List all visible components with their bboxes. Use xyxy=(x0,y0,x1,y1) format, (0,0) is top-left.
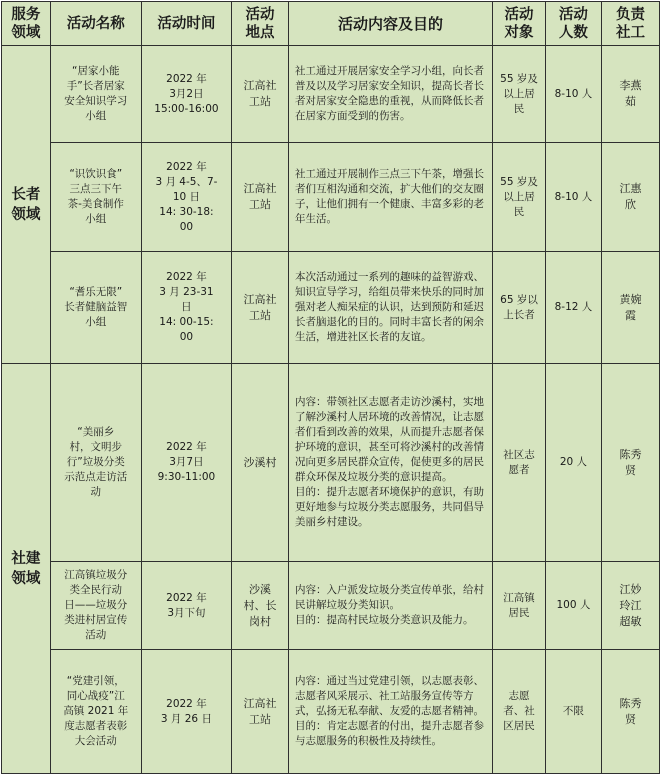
activity-name-cell: “美丽乡 村，文明步 行”垃圾分类 示范点走访活 动 xyxy=(50,364,141,562)
table-row xyxy=(2,46,660,143)
activity-target-cell: 55 岁及 以上居 民 xyxy=(493,46,546,143)
activity-place-cell: 江高社 工站 xyxy=(232,252,289,364)
activity-place-cell: 江高社 工站 xyxy=(232,650,289,774)
activity-time-cell: 2022 年 3 月 4-5、7- 10 日 14: 30-18: 00 xyxy=(141,143,231,252)
table-row xyxy=(2,143,660,252)
activity-name-cell: 江高镇垃圾分 类全民行动 日——垃圾分 类进村居宣传 活动 xyxy=(50,562,141,650)
activity-time-cell: 2022 年 3月7日 9:30-11:00 xyxy=(141,364,231,562)
activity-time-cell: 2022 年 3 月 26 日 xyxy=(141,650,231,774)
activity-name-cell: “党建引领， 同心战疫”江 高镇 2021 年 度志愿者表彰 大会活动 xyxy=(50,650,141,774)
header-name: 活动名称 xyxy=(50,2,141,46)
activity-place-cell: 沙溪 村、长 岗村 xyxy=(232,562,289,650)
activity-count-cell: 100 人 xyxy=(545,562,601,650)
activity-target-cell: 江高镇 居民 xyxy=(493,562,546,650)
activity-content-cell: 内容：入户派发垃圾分类宣传单张，给村民讲解垃圾分类知识。 目的：提高村民垃圾分类意识及能力。 xyxy=(288,562,492,650)
activity-staff-cell: 李燕 茹 xyxy=(601,46,659,143)
activity-target-cell: 65 岁以 上长者 xyxy=(493,252,546,364)
activity-name-cell: “耆乐无限” 长者健脑益智 小组 xyxy=(50,252,141,364)
header-time: 活动时间 xyxy=(141,2,231,46)
activity-count-cell: 20 人 xyxy=(545,364,601,562)
activity-content-cell: 本次活动通过一系列的趣味的益智游戏、知识宣导学习，给组员带来快乐的同时加强对老人痴呆症的认识，达到预防和延迟长者脑退化的目的。同时丰富长者的闲余生活，增进社区长者的友谊。 xyxy=(288,252,492,364)
service-area-cell: 社建 领域 xyxy=(2,364,51,774)
activity-content-cell: 社工通过开展居家安全学习小组，向长者普及以及学习居家安全知识，提高长者长者对居家安全隐患的重视，从而降低长者在居家方面受到的伤害。 xyxy=(288,46,492,143)
activity-staff-cell: 陈秀 贤 xyxy=(601,364,659,562)
table-row xyxy=(2,562,660,650)
activity-time-cell: 2022 年 3月2日 15:00-16:00 xyxy=(141,46,231,143)
table-row xyxy=(2,364,660,562)
activity-content-cell: 内容：通过当过党建引领，以志愿表彰、志愿者风采展示、社工站服务宣传等方式，弘扬无私奉献、友爱的志愿者精神。 目的：肯定志愿者的付出，提升志愿者参与志愿服务的积极性及持续性。 xyxy=(288,650,492,774)
activity-target-cell: 社区志 愿者 xyxy=(493,364,546,562)
activity-staff-cell: 江惠 欣 xyxy=(601,143,659,252)
activity-target-cell: 志愿 者、社 区居民 xyxy=(493,650,546,774)
activity-count-cell: 8-10 人 xyxy=(545,143,601,252)
header-place: 活动 地点 xyxy=(232,2,289,46)
activity-target-cell: 55 岁及 以上居 民 xyxy=(493,143,546,252)
activity-place-cell: 江高社 工站 xyxy=(232,46,289,143)
header-content: 活动内容及目的 xyxy=(288,2,492,46)
activity-count-cell: 8-10 人 xyxy=(545,46,601,143)
table-row xyxy=(2,252,660,364)
header-count: 活动 人数 xyxy=(545,2,601,46)
activity-content-cell: 社工通过开展制作三点三下午茶，增强长者们互相沟通和交流，扩大他们的交友圈子，让他们拥有一个健康、丰富多彩的老年生活。 xyxy=(288,143,492,252)
header-area: 服务 领域 xyxy=(2,2,51,46)
table-row xyxy=(2,650,660,774)
activity-name-cell: “居家小能 手”长者居家 安全知识学习 小组 xyxy=(50,46,141,143)
activity-count-cell: 不限 xyxy=(545,650,601,774)
activity-place-cell: 沙溪村 xyxy=(232,364,289,562)
activity-name-cell: “识饮识食” 三点三下午 茶-美食制作 小组 xyxy=(50,143,141,252)
header-staff: 负责 社工 xyxy=(601,2,659,46)
header-target: 活动 对象 xyxy=(493,2,546,46)
activity-plan-table xyxy=(1,1,660,774)
activity-staff-cell: 黄婉 霞 xyxy=(601,252,659,364)
activity-time-cell: 2022 年 3月下旬 xyxy=(141,562,231,650)
table-header-row xyxy=(2,2,660,46)
activity-count-cell: 8-12 人 xyxy=(545,252,601,364)
activity-staff-cell: 江妙 玲江 超敏 xyxy=(601,562,659,650)
activity-place-cell: 江高社 工站 xyxy=(232,143,289,252)
activity-staff-cell: 陈秀 贤 xyxy=(601,650,659,774)
activity-time-cell: 2022 年 3 月 23-31 日 14: 00-15: 00 xyxy=(141,252,231,364)
service-area-cell: 长者 领域 xyxy=(2,46,51,364)
activity-content-cell: 内容：带领社区志愿者走访沙溪村，实地了解沙溪村人居环境的改善情况，让志愿者们看到改善的效果，从而提升志愿者保护环境的意识，甚至可将沙溪村的改善情况向更多居民群众宣传，促使更多的居民群众环保及垃圾分类的意识提高。 目的：提升志愿者环境保护的意识，有助更好地参与垃圾分类志愿服务，共同倡导美丽乡村建设。 xyxy=(288,364,492,562)
